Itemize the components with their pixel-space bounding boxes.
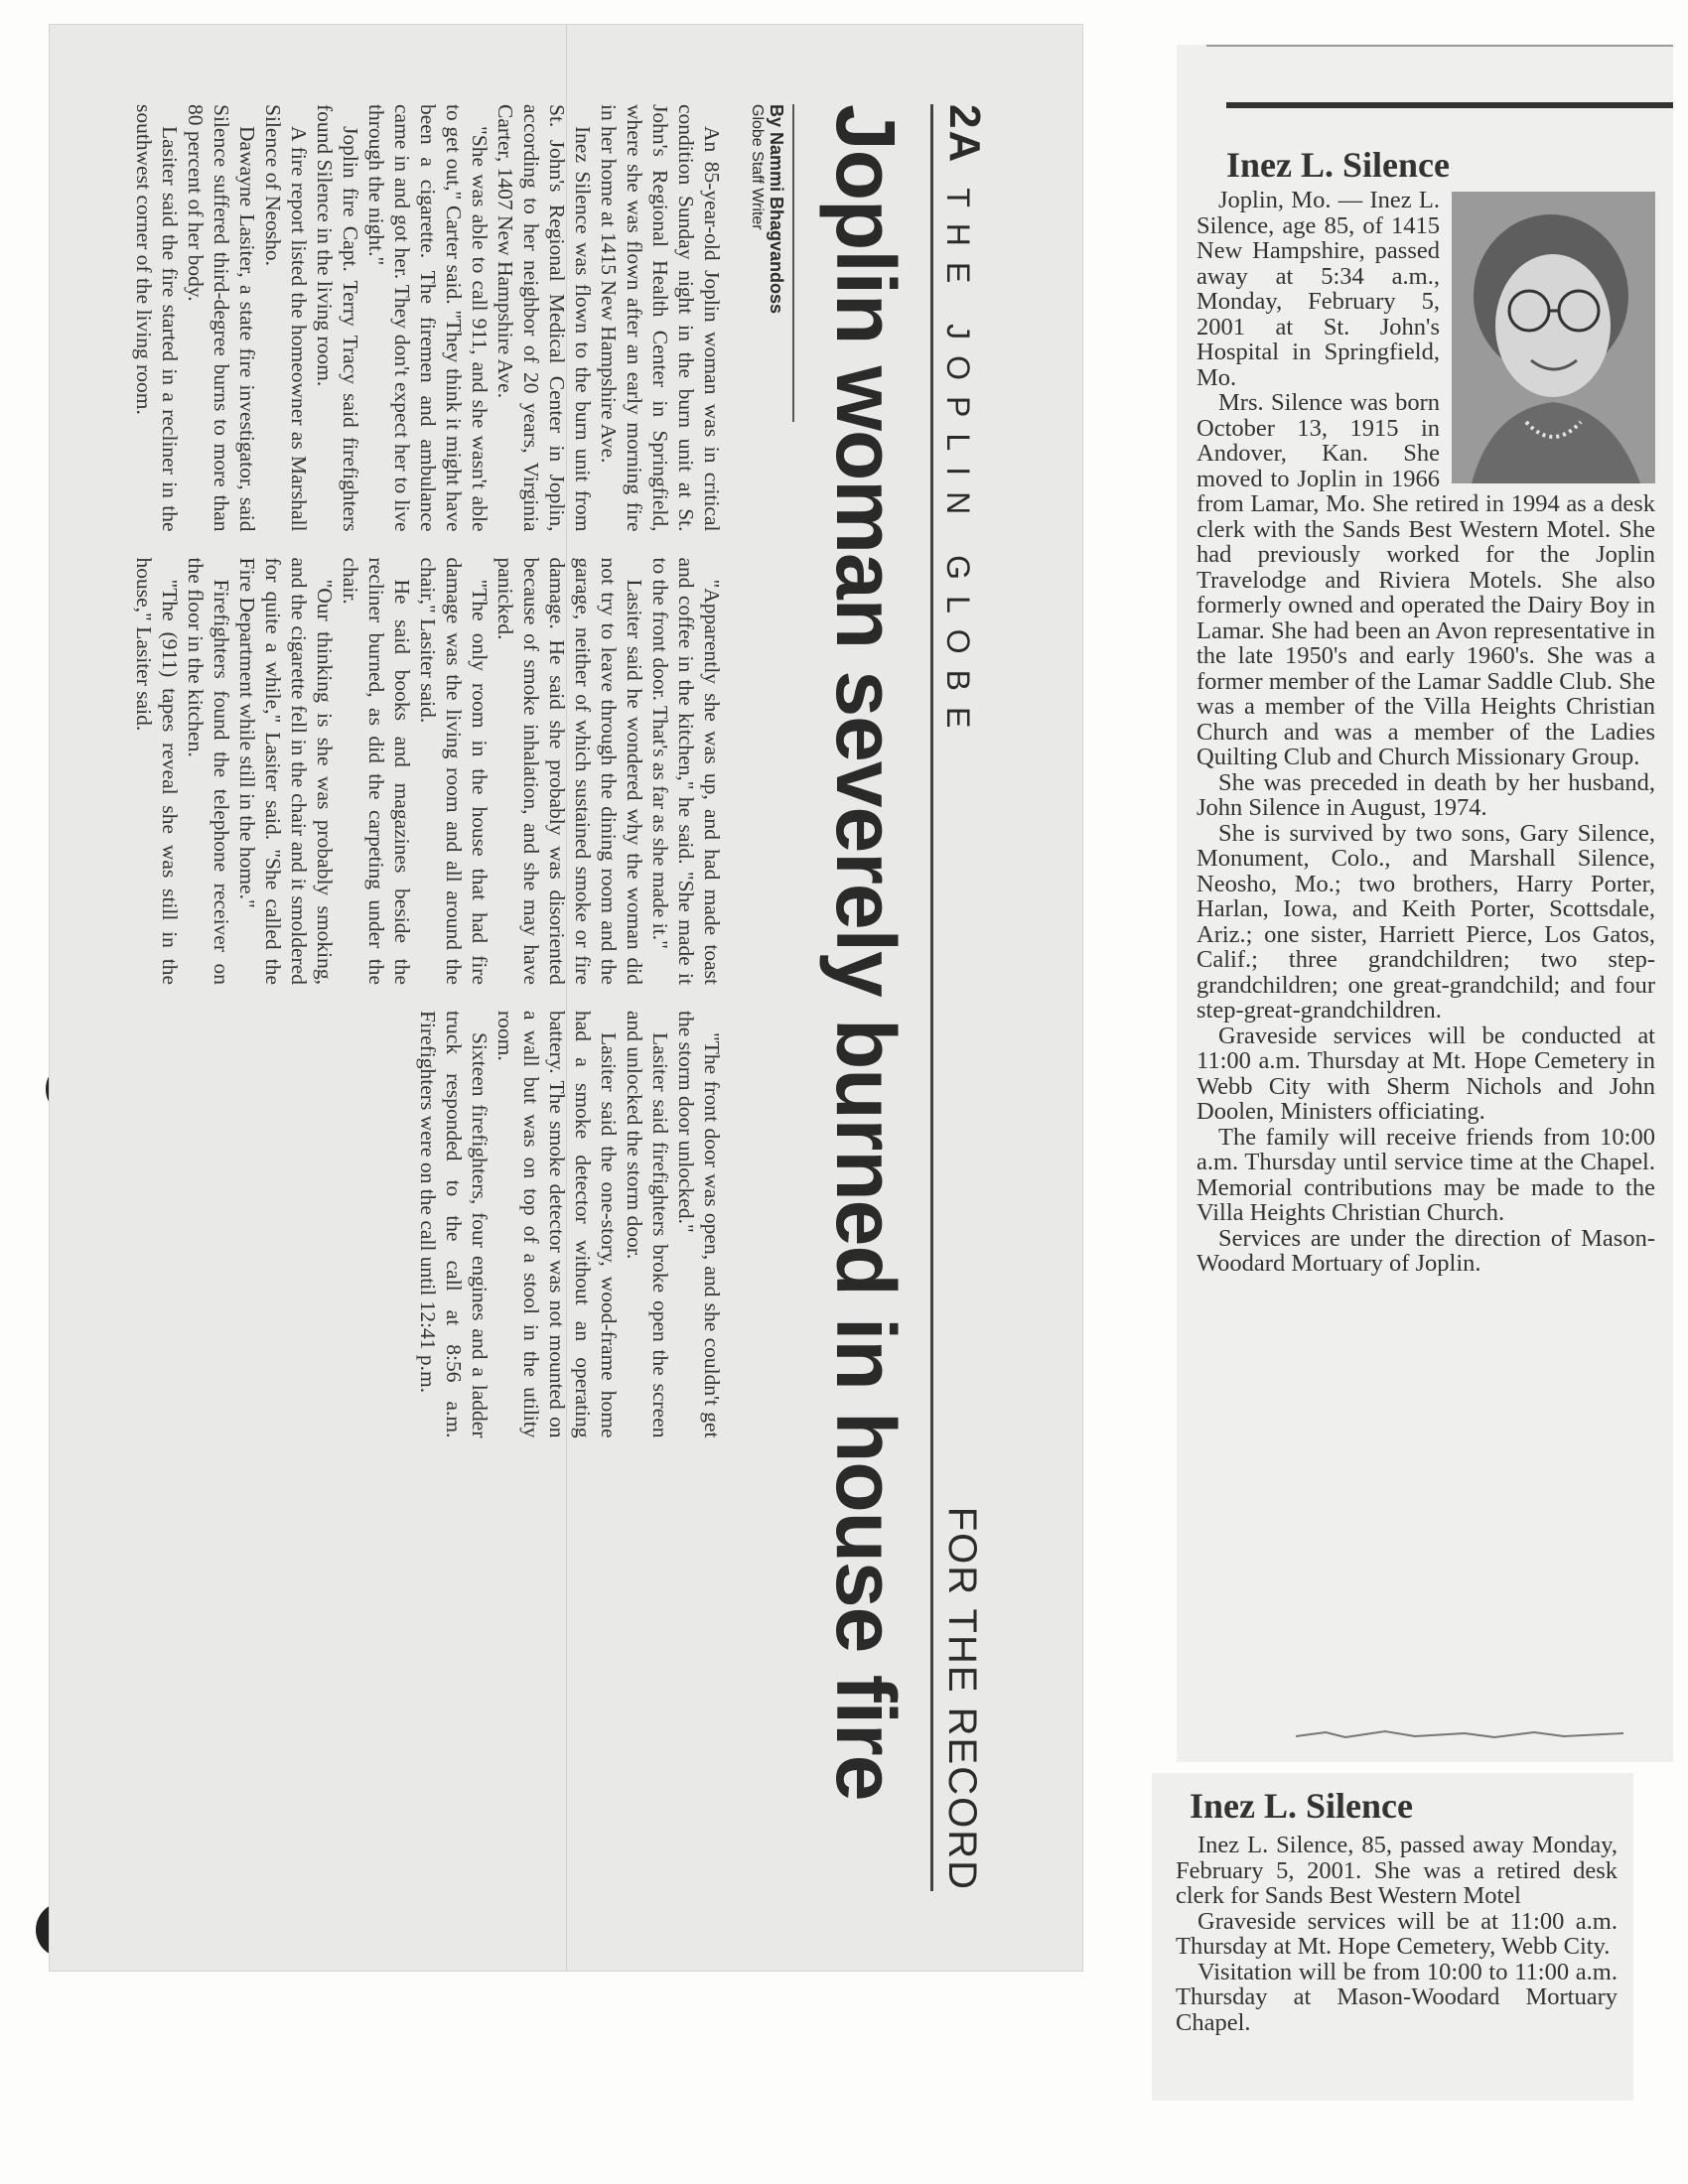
divider (1226, 102, 1673, 108)
newspaper-name: THE JOPLIN GLOBE (940, 188, 976, 745)
obituary-paragraph: Graveside services will be at 11:00 a.m. Thursday at Mt. Hope Cemetery, Webb City. (1176, 1907, 1618, 1960)
byline-name: By Nammi Bhagvandoss (767, 104, 786, 315)
section-name: FOR THE RECORD (940, 1506, 984, 1891)
article-paragraph: Lasiter said firefighters broke open the screen and unlocked the storm door. (623, 1011, 672, 1438)
divider (1206, 45, 1673, 47)
obituary-long-clipping (1177, 45, 1673, 1762)
obituary-name: Inez L. Silence (1190, 1786, 1413, 1826)
article-paragraph: Inez Silence was flown to the burn unit from St. John's Regional Medical Center in Joplin, according to her neighbor of 20 years, Virginia Carter, 1407 New Hampshire Ave. (493, 104, 595, 532)
fire-article-rotated (50, 25, 1082, 1971)
page-number: 2A (940, 104, 989, 165)
article-paragraph: Lasiter said he wondered why the woman did not try to leave through the dining room and the garage, neither of which sustained smoke or fire damage. He said she probably was disoriented because of smoke inhalation, and she may have panicked. (493, 557, 646, 985)
obituary-paragraph: The family will receive friends from 10:00 a.m. Thursday until service time at the Chapel. Memorial contributions may be made to the Villa Heights Christian Church. (1196, 1123, 1655, 1226)
obituary-body (1196, 188, 1655, 1277)
fire-article-clipping (50, 25, 1082, 1971)
article-paragraph: A fire report listed the homeowner as Marshall Silence of Neosho. (261, 104, 311, 532)
torn-edge-mark (1296, 1728, 1623, 1740)
article-paragraph: Dawayne Lasiter, a state fire investigator, said Silence suffered third-degree burns to more than 80 percent of her body. (184, 104, 259, 532)
obituary-body (1176, 1833, 1618, 2035)
article-paragraph: "Our thinking is she was probably smoking, and the cigarette fell in the chair and it smoldered for quite a while," Lasiter said. "She called the Fire Department while still in the home." (235, 557, 337, 985)
portrait-image (1452, 192, 1655, 483)
article-paragraph: Firefighters found the telephone receiver on the floor in the kitchen. (184, 557, 233, 985)
article-paragraph: "The front door was open, and she couldn't get the storm door unlocked." (674, 1011, 724, 1438)
article-headline: Joplin woman severely burned in house fire (819, 104, 913, 1801)
article-paragraph: An 85-year-old Joplin woman was in critical condition Sunday night in the burn unit at St. John's Regional Health Center in Springfield, where she was flown after an early morning fire in her home at 1415 New Hampshire Ave. (597, 104, 724, 532)
obituary-paragraph: She is survived by two sons, Gary Silence, Monument, Colo., and Marshall Silence, Neosho, Mo.; two brothers, Harry Porter, Harlan, Iowa, and Keith Porter, Scottsdale, Ariz.; one sister, Harriett Pierce, Los Gatos, Calif.; three grandchildren; two step-grandchildren; one great-grandchild; and four step-great-grandchildren. (1196, 819, 1655, 1024)
obituary-paragraph: Joplin, Mo. — Inez L. Silence, age 85, of 1415 New Hampshire, passed away at 5:34 a.m., Monday, February 5, 2001 at St. John's Hospital in Springfield, Mo. (1196, 187, 1440, 391)
obituary-paragraph: Mrs. Silence was born October 13, 1915 in Andover, Kan. She moved to Joplin in 1966 from Lamar, Mo. She retired in 1994 as a desk clerk with the Sands Best Western Motel. She had previously worked for the Joplin Travelodge and Riviera Motels. She also formerly owned and operated the Dairy Boy in Lamar. She had been an Avon representative in the late 1950's and early 1960's. She was a former member of the Lamar Saddle Club. She was a member of the Villa Heights Christian Church and was a member of the Ladies Quilting Club and Church Missionary Group. (1196, 389, 1655, 770)
byline (748, 104, 794, 422)
obituary-paragraph: Visitation will be from 10:00 to 11:00 a.m. Thursday at Mason-Woodard Mortuary Chapel. (1176, 1958, 1618, 2036)
article-paragraph: "She was able to call 911, and she wasn't able to get out," Carter said. "They think it might have been a cigarette. The firemen and ambulance came in and got her. They don't expect her to live through the night." (364, 104, 492, 532)
article-paragraph: He said books and magazines beside the recliner burned, as did the carpeting under the chair. (339, 557, 414, 985)
portrait-photo (1452, 192, 1655, 483)
obituary-paragraph: Graveside services will be conducted at 11:00 a.m. Thursday at Mt. Hope Cemetery in Webb City with Sherm Nichols and John Doolen, Ministers officiating. (1196, 1022, 1655, 1125)
newspaper-page-header (930, 104, 1003, 1891)
article-paragraph: "The (911) tapes reveal she was still in the house," Lasiter said. (132, 557, 182, 985)
article-body (129, 104, 725, 1891)
article-paragraph: Lasiter said the fire started in a recliner in the southwest corner of the living room. (132, 104, 182, 532)
article-paragraph: Joplin fire Capt. Terry Tracy said firefighters found Silence in the living room. (313, 104, 362, 532)
article-paragraph: Sixteen firefighters, four engines and a ladder truck responded to the call at 8:56 a.m. Firefighters were on the call until 12:41 p.m. (416, 1011, 492, 1438)
article-paragraph: Lasiter said the one-story, wood-frame home had a smoke detector without an operating battery. The smoke detector was not mounted on a wall but was on top of a stool in the utility room. (493, 1011, 621, 1438)
byline-title: Globe Staff Writer (749, 104, 766, 230)
obituary-paragraph: Inez L. Silence, 85, passed away Monday, February 5, 2001. She was a retired desk clerk for Sands Best Western Motel (1176, 1832, 1618, 1909)
obituary-short-clipping (1152, 1773, 1633, 2101)
article-paragraph: "The only room in the house that had fire damage was the living room and all around the chair," Lasiter said. (416, 557, 492, 985)
obituary-paragraph: Services are under the direction of Mason-Woodard Mortuary of Joplin. (1196, 1224, 1655, 1277)
obituary-paragraph: She was preceded in death by her husband, John Silence in August, 1974. (1196, 768, 1655, 821)
obituary-name: Inez L. Silence (1226, 145, 1450, 185)
article-paragraph: "Apparently she was up, and had made toast and coffee in the kitchen," he said. "She made it to the front door. That's as far as she made it." (648, 557, 724, 985)
